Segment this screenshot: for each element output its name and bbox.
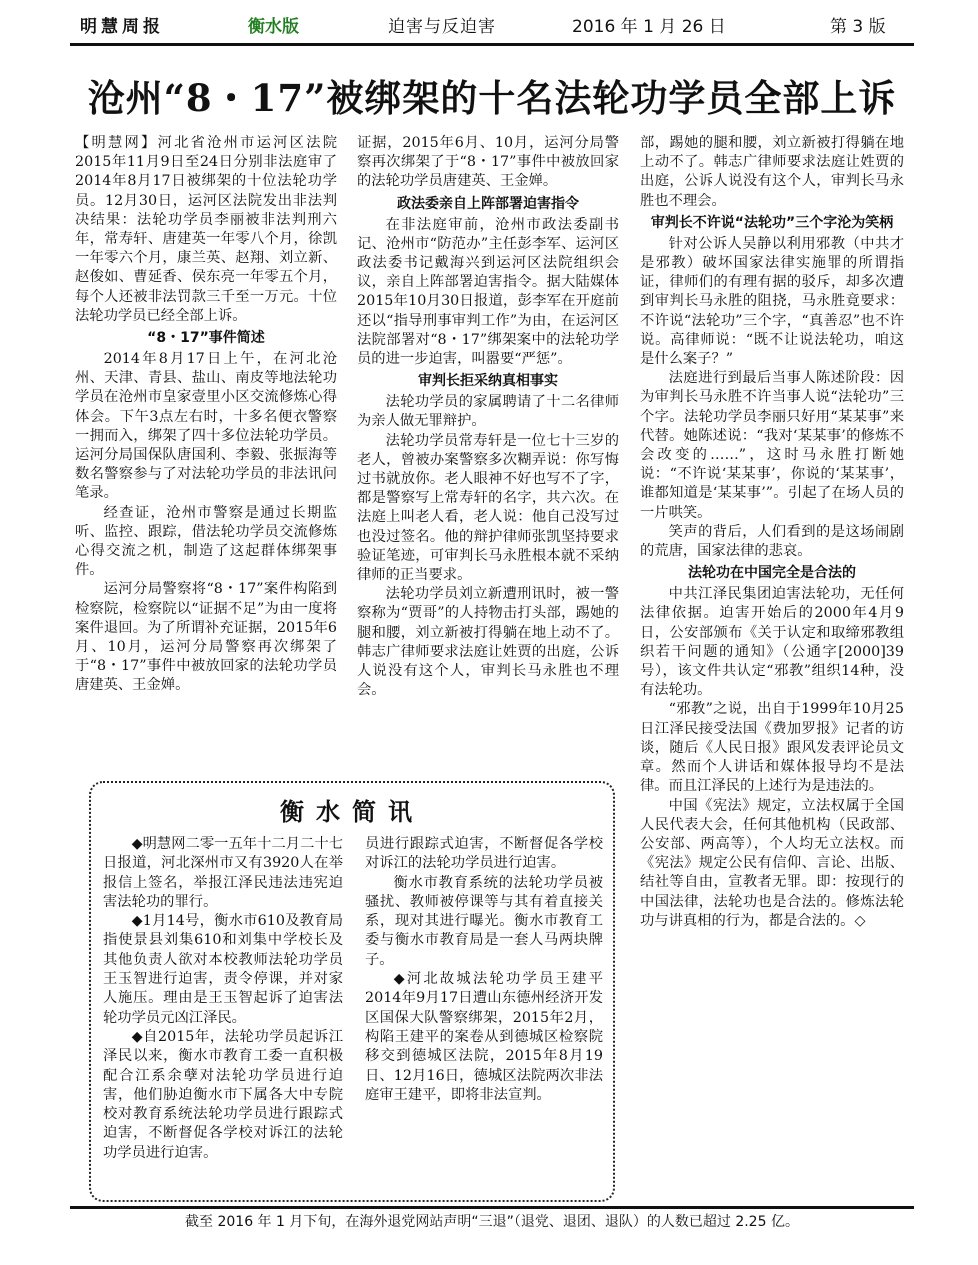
footer-note: 截至 2016 年 1 月下旬，在海外退党网站声明“三退”（退党、退团、退队）的人数已超过 2.25 亿。 <box>185 1214 799 1230</box>
article-paragraph: 中共江泽民集团迫害法轮功，无任何法律依据。迫害开始后的2000年4月9日，公安部颁布《关于认定和取缔邪教组织若干问题的通知》（公通字[2000]39号），该文件共认定“邪教”组织14种，没有法轮功。 <box>640 586 904 699</box>
brief-item: ◆1月14号，衡水市610及教育局指使景县刘集610和刘集中学校长及其他负责人欲对本校教师法轮功学员王玉智进行迫害，责令停课，并对家人施压。理由是王玉智起诉了迫害法轮功学员元凶江泽民。 <box>103 913 343 1026</box>
article-paragraph: 中国《宪法》规定，立法权属于全国人民代表大会，任何其他机构（民政部、公安部、两高等），个人均无立法权。而《宪法》规定公民有信仰、言论、出版、结社等自由，宣教者无罪。即：按现行的中国法律，法轮功也是合法的。修炼法轮功与讲真相的行为，都是合法的。◇ <box>640 797 904 929</box>
article-paragraph: 法轮功学员常寿轩是一位七十三岁的老人，曾被办案警察多次糊弄说：你写悔过书就放你。老人眼神不好也写不了字，都是警察写上常寿轩的名字，共六次。在法庭上叫老人看，老人说：他自己没写过也没过签名。他的辩护律师张凯坚持要求验证笔迹，可审判长马永胜根本就不采纳律师的正当要求。 <box>357 432 619 584</box>
headline: 沧州“8・17”被绑架的十名法轮功学员全部上诉 <box>87 76 897 120</box>
brief-column-1 <box>103 835 343 1197</box>
brief-column-2 <box>365 835 603 1197</box>
article-paragraph: 2014年8月17日上午，在河北沧州、天津、青县、盐山、南皮等地法轮功学员在沧州市皇家壹里小区交流修炼心得体会。下午3点左右时，十多名便衣警察一拥而入，绑架了四十多位法轮功学员。运河分局国保队唐国利、李毅、张振海等数名警察参与了对法轮功学员的非法讯问笔录。 <box>75 351 337 502</box>
brief-item: ◆明慧网二零一五年十二月二十七日报道，河北深州市又有3920人在举报信上签名，举报江泽民违法违宪迫害法轮功的罪行。 <box>103 836 343 910</box>
footer-rule <box>70 1206 914 1209</box>
brief-item: ◆河北故城法轮功学员王建平2014年9月17日遭山东德州经济开发区国保大队警察绑架，2015年2月，构陷王建平的案卷从到德城区检察院移交到德城区法院，2015年8月19日、12月16日，德城区法院两次非法庭审王建平，即将非法宣判。 <box>365 971 603 1103</box>
subheading-event: “8・17”事件简述 <box>147 330 265 347</box>
subheading-judge: 审判长拒采纳真相事实 <box>418 373 558 390</box>
brief-item-continued: 员进行跟踪式迫害，不断督促各学校对诉江的法轮功学员进行迫害。 <box>365 836 603 872</box>
page-number: 第 3 版 <box>830 17 886 37</box>
article-paragraph-continued: 部，踢她的腿和腰，刘立新被打得躺在地上动不了。韩志广律师要求法庭让姓贾的出庭，公诉人说没有这个人，审判长马永胜也不理会。 <box>640 135 904 209</box>
subheading-legal: 法轮功在中国完全是合法的 <box>688 565 856 582</box>
brief-news-box <box>89 781 615 1202</box>
masthead-rule <box>70 43 914 46</box>
article-paragraph: 法轮功学员的家属聘请了十二名律师为亲人做无罪辩护。 <box>357 394 619 430</box>
brief-item: 衡水市教育系统的法轮功学员被骚扰、教师被停课等与其有着直接关系，现对其进行曝光。衡水市教育工委与衡水市教育局是一套人马两块牌子。 <box>365 874 603 968</box>
article-column-2 <box>357 134 619 774</box>
article-paragraph: 在非法庭审前，沧州市政法委副书记、沧州市“防范办”主任彭李军、运河区政法委书记戴海兴到运河区法院组织会议，亲自上阵部署迫害指令。据大陆媒体2015年10月30日报道，彭李军在开庭前还以“指导刑事审判工作”为由，在运河区法院部署对“8・17”绑架案中的法轮功学员的进一步迫害，叫嚣要“严惩”。 <box>357 216 619 368</box>
article-paragraph <box>75 134 337 326</box>
article-column-3 <box>640 134 904 1202</box>
article-paragraph: 法轮功学员刘立新遭刑讯时，被一警察称为“贾哥”的人持物击打头部，踢她的腿和腰，刘立新被打得躺在地上动不了。韩志广律师要求法庭让姓贾的出庭，公诉人说没有这个人，审判长马永胜也不理会。 <box>357 586 619 699</box>
article-paragraph: 运河分局警察将“8・17”案件构陷到检察院，检察院以“证据不足”为由一度将案件退回。为了所谓补充证据，2015年6月、10月，运河分局警察再次绑架了于“8・17”事件中被放回家的法轮功学员唐建英、王金婵。 <box>75 581 337 694</box>
section-label: 迫害与反迫害 <box>388 17 496 37</box>
article-paragraph-continued: 证据，2015年6月、10月，运河分局警察再次绑架了于“8・17”事件中被放回家的法轮功学员唐建英、王金婵。 <box>357 135 619 190</box>
article-paragraph: 针对公诉人吴静以利用邪教（中共才是邪教）破坏国家法律实施罪的所谓指证，律师们的有理有据的驳斥，却多次遭到审判长马永胜的阻挠，马永胜竟要求：不许说“法轮功”三个字，“真善忍”也不许说。高律师说：“既不让说法轮功，咱这是什么案子？” <box>640 235 904 368</box>
issue-date: 2016 年 1 月 26 日 <box>572 17 726 37</box>
article-paragraph: 法庭进行到最后当事人陈述阶段：因为审判长马永胜不许当事人说“法轮功”三个字。法轮功学员李丽只好用“某某事”来代替。她陈述说：“我对‘某某事’的修炼不会改变的……”，这时马永胜打断她说：“不许说‘某某事’，你说的‘某某事’，谁都知道是‘某某事’”。引起了在场人员的一片哄笑。 <box>640 370 904 521</box>
brief-item: ◆自2015年，法轮功学员起诉江泽民以来，衡水市教育工委一直积极配合江系余孽对法轮功学员进行迫害，他们胁迫衡水市下属各大中专院校对教育系统法轮功学员进行跟踪式迫害，不断督促各学校对诉江的法轮功学员进行迫害。 <box>103 1028 343 1161</box>
subheading-plc: 政法委亲自上阵部署迫害指令 <box>397 195 579 212</box>
lead-text: 河北省沧州市运河区法院2015年11月9日至24日分别非法庭审了2014年8月17日被绑架的十位法轮功学员。12月30日，运河区法院发出非法判决结果：法轮功学员李丽被非法判刑六年，常寿轩、唐建英一年零八个月，徐凯一年零六个月，康兰英、赵翔、刘立新、赵俊如、曹延香、侯东亮一年零五个月，每个人还被非法罚款三千至一万元。十位法轮功学员已经全部上诉。 <box>75 135 337 324</box>
masthead <box>70 12 914 46</box>
article-paragraph: 经查证，沧州市警察是通过长期监听、监控、跟踪，借法轮功学员交流修炼心得交流之机，制造了这起群体绑架事件。 <box>75 504 337 579</box>
article-column-1 <box>75 134 337 772</box>
article-paragraph: “邪教”之说，出自于1999年10月25日江泽民接受法国《费加罗报》记者的访谈，随后《人民日报》跟风发表评论员文章。然而个人讲话和媒体报导均不是法律。而且江泽民的上述行为是违法的。 <box>640 701 904 795</box>
paper-name: 明慧周报 <box>80 17 164 37</box>
brief-news-title: 衡水简讯 <box>280 798 424 826</box>
source-tag: 【明慧网】 <box>75 135 158 151</box>
subheading-ridicule: 审判长不许说“法轮功”三个字沦为笑柄 <box>650 214 894 231</box>
article-paragraph: 笑声的背后，人们看到的是这场闹剧的荒唐，国家法律的悲哀。 <box>640 523 904 560</box>
edition-label: 衡水版 <box>248 17 299 37</box>
